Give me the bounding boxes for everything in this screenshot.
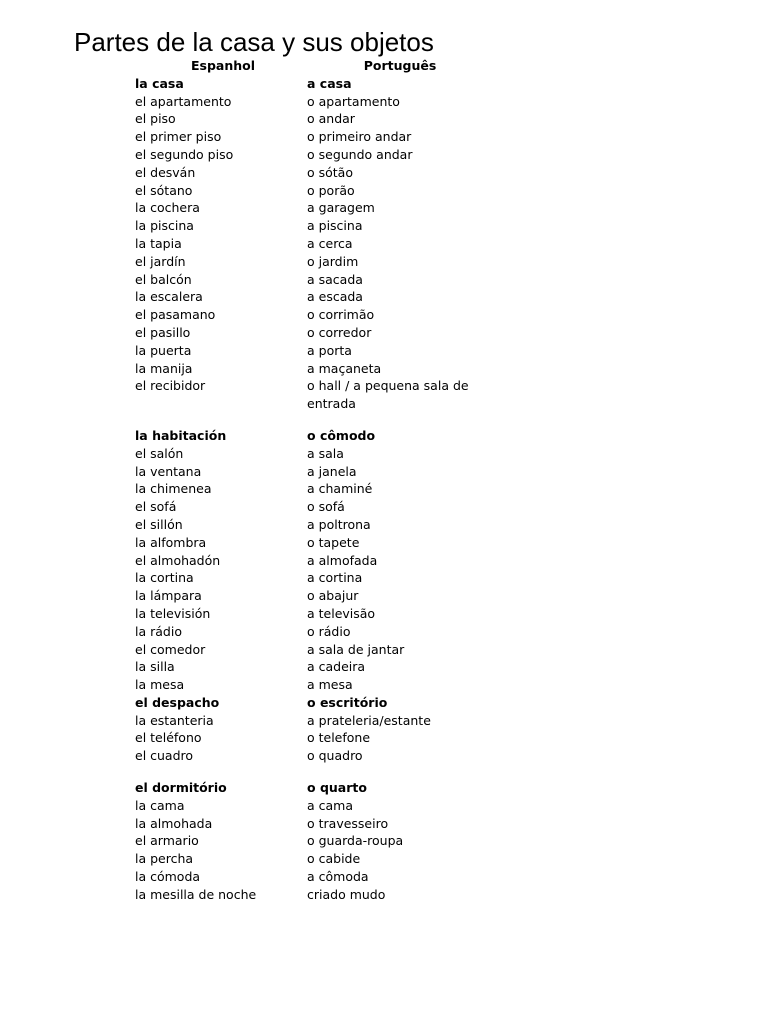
portuguese-term: a porta [307, 342, 352, 358]
spanish-term: el armario [135, 833, 199, 849]
vocabulary-row [135, 306, 535, 324]
spanish-term: la lámpara [135, 588, 202, 604]
portuguese-term: o abajur [307, 588, 359, 604]
vocabulary-row [135, 128, 535, 146]
vocabulary-row [135, 360, 535, 378]
vocabulary-row [135, 463, 535, 481]
spanish-term: la silla [135, 659, 175, 675]
spanish-term: el cuadro [135, 748, 194, 764]
spanish-term: la cortina [135, 570, 194, 586]
category-row [135, 779, 535, 797]
vocabulary-row [135, 815, 535, 833]
spanish-term: la manija [135, 360, 193, 376]
vocabulary-row [135, 534, 535, 552]
portuguese-term: o quarto [307, 780, 367, 796]
portuguese-term: o andar [307, 111, 355, 127]
portuguese-term: a sala de jantar [307, 641, 405, 657]
portuguese-term: a chaminé [307, 481, 373, 497]
vocabulary-row [135, 342, 535, 360]
page-title: Partes de la casa y sus objetos [74, 27, 434, 57]
spanish-term: el despacho [135, 694, 220, 710]
vocabulary-row [135, 217, 535, 235]
portuguese-term: a casa [307, 75, 352, 91]
vocabulary-row [135, 235, 535, 253]
vocabulary-row [135, 324, 535, 342]
portuguese-term: a poltrona [307, 516, 371, 532]
spanish-term: el comedor [135, 641, 206, 657]
vocabulary-row [135, 480, 535, 498]
vocabulary-row [135, 712, 535, 730]
vocabulary-section [135, 427, 535, 765]
portuguese-term: o porão [307, 182, 355, 198]
spanish-term: el almohadón [135, 552, 221, 568]
portuguese-term: a cortina [307, 570, 363, 586]
portuguese-term: a prateleria/estante [307, 712, 431, 728]
spanish-term: la estanteria [135, 712, 214, 728]
portuguese-term: a televisão [307, 605, 376, 621]
portuguese-term: a piscina [307, 218, 363, 234]
spanish-term: la almohada [135, 815, 213, 831]
vocabulary-row [135, 587, 535, 605]
spanish-term: la ventana [135, 463, 202, 479]
portuguese-term: o telefone [307, 730, 371, 746]
spanish-term: el sótano [135, 182, 193, 198]
vocabulary-row [135, 445, 535, 463]
portuguese-term: o corrimão [307, 307, 375, 323]
spanish-term: el piso [135, 111, 176, 127]
category-row [135, 75, 535, 93]
portuguese-term: o sofá [307, 499, 345, 515]
portuguese-term: o guarda-roupa [307, 833, 404, 849]
vocabulary-row [135, 93, 535, 111]
portuguese-term: o hall / a pequena sala de entrada [307, 378, 469, 412]
portuguese-term: a garagem [307, 200, 375, 216]
spanish-term: la mesa [135, 677, 185, 693]
vocabulary-row [135, 498, 535, 516]
vocabulary-sections [135, 75, 535, 904]
portuguese-term: o sótão [307, 164, 353, 180]
portuguese-term: o jardim [307, 253, 359, 269]
vocabulary-row [135, 182, 535, 200]
vocabulary-row [135, 832, 535, 850]
spanish-term: el jardín [135, 253, 186, 269]
vocabulary-row [135, 747, 535, 765]
portuguese-term: criado mudo [307, 886, 386, 902]
header-portuguese: Português [363, 58, 437, 73]
spanish-term: la tapia [135, 235, 182, 251]
vocabulary-row [135, 164, 535, 182]
vocabulary-row [135, 850, 535, 868]
vocabulary-row [135, 641, 535, 659]
vocabulary-row [135, 288, 535, 306]
category-row [135, 427, 535, 445]
category-row [135, 694, 535, 712]
portuguese-term: a sala [307, 445, 344, 461]
portuguese-term: a cômoda [307, 869, 369, 885]
spanish-term: la escalera [135, 289, 203, 305]
vocabulary-row [135, 658, 535, 676]
vocabulary-row [135, 868, 535, 886]
vocabulary-row [135, 199, 535, 217]
spanish-term: el balcón [135, 271, 192, 287]
spanish-term: el recibidor [135, 378, 206, 394]
vocabulary-row [135, 886, 535, 904]
spanish-term: la habitación [135, 427, 227, 443]
spanish-term: el teléfono [135, 730, 202, 746]
vocabulary-row [135, 605, 535, 623]
vocabulary-row [135, 377, 535, 413]
portuguese-term: o primeiro andar [307, 129, 412, 145]
spanish-term: el pasamano [135, 307, 216, 323]
vocabulary-row [135, 110, 535, 128]
table-header [135, 57, 535, 75]
spanish-term: la casa [135, 75, 184, 91]
spanish-term: el pasillo [135, 324, 191, 340]
portuguese-term: o escritório [307, 694, 388, 710]
spanish-term: el sillón [135, 516, 183, 532]
vocabulary-row [135, 253, 535, 271]
portuguese-term: o cômodo [307, 427, 376, 443]
portuguese-term: a cadeira [307, 659, 366, 675]
portuguese-term: o cabide [307, 851, 361, 867]
portuguese-term: o rádio [307, 623, 351, 639]
vocabulary-row [135, 676, 535, 694]
vocabulary-section [135, 75, 535, 413]
portuguese-term: a sacada [307, 271, 363, 287]
spanish-term: la cama [135, 797, 185, 813]
spanish-term: el dormitório [135, 780, 227, 796]
portuguese-term: o corredor [307, 324, 372, 340]
portuguese-term: a escada [307, 289, 363, 305]
vocabulary-row [135, 271, 535, 289]
portuguese-term: a mesa [307, 677, 353, 693]
vocabulary-row [135, 552, 535, 570]
vocabulary-row [135, 516, 535, 534]
vocabulary-row [135, 797, 535, 815]
spanish-term: la chimenea [135, 481, 212, 497]
vocabulary-row [135, 729, 535, 747]
spanish-term: la percha [135, 851, 194, 867]
vocabulary-row [135, 146, 535, 164]
portuguese-term: a maçaneta [307, 360, 382, 376]
spanish-term: la piscina [135, 218, 194, 234]
portuguese-term: o segundo andar [307, 146, 413, 162]
spanish-term: la cochera [135, 200, 200, 216]
header-spanish: Espanhol [190, 58, 256, 73]
vocabulary-row [135, 569, 535, 587]
spanish-term: la televisión [135, 605, 211, 621]
portuguese-term: a cama [307, 797, 354, 813]
spanish-term: la alfombra [135, 534, 207, 550]
portuguese-term: o travesseiro [307, 815, 389, 831]
portuguese-term: a almofada [307, 552, 378, 568]
spanish-term: el salón [135, 445, 184, 461]
spanish-term: la mesilla de noche [135, 886, 257, 902]
spanish-term: la rádio [135, 623, 182, 639]
vocabulary-table [135, 57, 535, 904]
spanish-term: el apartamento [135, 93, 232, 109]
spanish-term: la puerta [135, 342, 192, 358]
portuguese-term: a janela [307, 463, 357, 479]
spanish-term: el sofá [135, 499, 177, 515]
portuguese-term: a cerca [307, 235, 353, 251]
spanish-term: el primer piso [135, 129, 222, 145]
portuguese-term: o apartamento [307, 93, 400, 109]
spanish-term: la cómoda [135, 869, 201, 885]
spanish-term: el segundo piso [135, 146, 234, 162]
portuguese-term: o quadro [307, 748, 363, 764]
portuguese-term: o tapete [307, 534, 360, 550]
spanish-term: el desván [135, 164, 196, 180]
vocabulary-section [135, 779, 535, 904]
vocabulary-row [135, 623, 535, 641]
